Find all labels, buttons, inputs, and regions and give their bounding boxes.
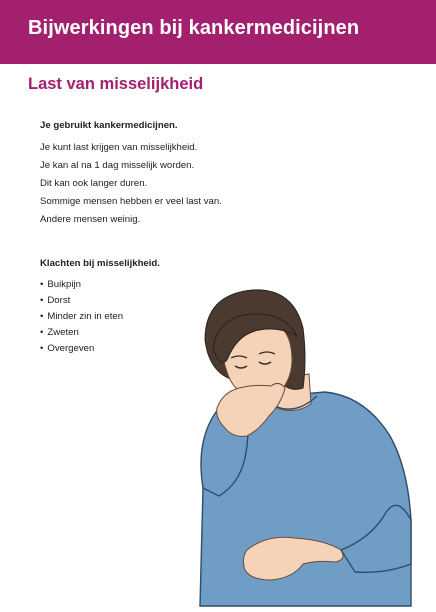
complaints-list: [40, 277, 160, 357]
header-banner: [0, 0, 436, 64]
complaints-block: [40, 258, 160, 357]
list-item: • Dorst: [40, 293, 160, 309]
intro-line: Sommige mensen hebben er veel last van.: [40, 196, 222, 207]
list-item: • Minder zin in eten: [40, 309, 160, 325]
complaints-heading: Klachten bij misselijkheid.: [40, 258, 160, 269]
intro-line: Dit kan ook langer duren.: [40, 178, 148, 189]
list-item: • Overgeven: [40, 341, 160, 357]
list-item: • Zweten: [40, 325, 160, 341]
nauseous-woman-illustration: [175, 288, 436, 612]
list-item: • Buikpijn: [40, 277, 160, 293]
page-title: Bijwerkingen bij kankermedicijnen: [28, 17, 360, 39]
intro-block: [40, 120, 222, 229]
intro-line: Andere mensen weinig.: [40, 214, 141, 225]
intro-line: Je kunt last krijgen van misselijkheid.: [40, 142, 198, 153]
section-title: Last van misselijkheid: [28, 75, 204, 93]
intro-line: Je kan al na 1 dag misselijk worden.: [40, 160, 195, 171]
intro-heading: Je gebruikt kankermedicijnen.: [40, 120, 178, 131]
